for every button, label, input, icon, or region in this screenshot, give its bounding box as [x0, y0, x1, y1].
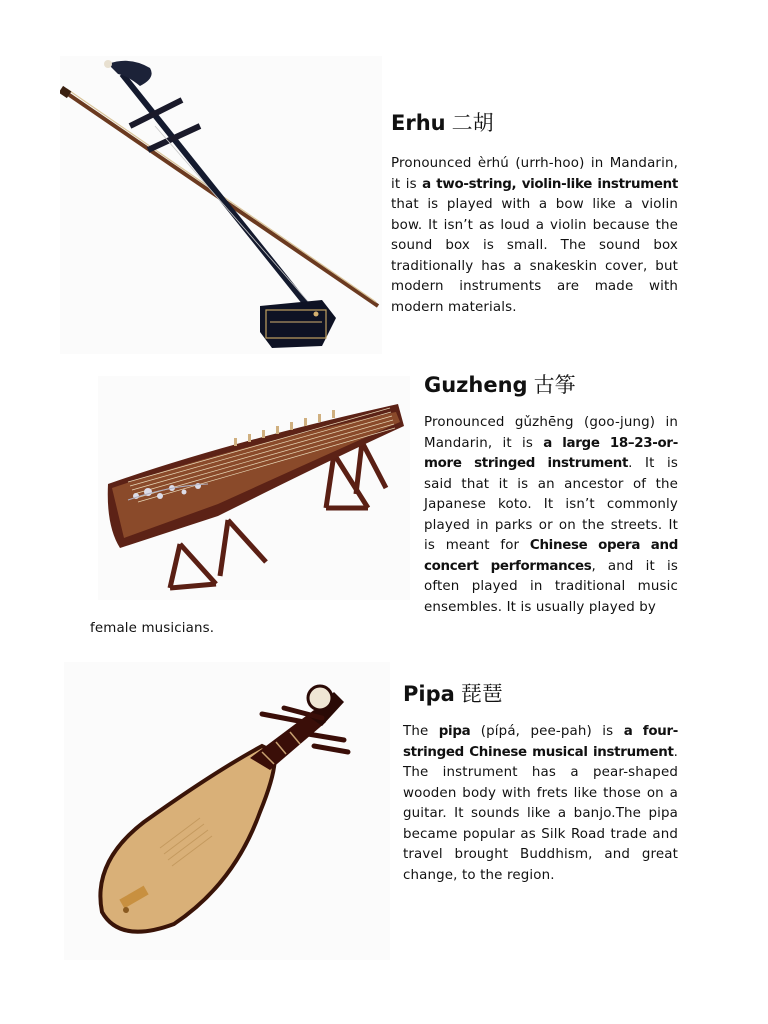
erhu-title: Erhu 二胡 — [391, 111, 494, 135]
pipa-title-cjk: 琵琶 — [460, 682, 503, 706]
guzheng-description: Pronounced gǔzhēng (goo-jung) in Mandarin, it is a large 18–23-or-more stringed instrument. It is said that it is an ancestor of the Japanese koto. It isn’t commonly played in parks or on the streets. It is meant for Chinese opera and concert performances, and it is often played in traditional music ensembles. It is usually played by — [424, 415, 678, 615]
erhu-title-cjk: 二胡 — [451, 111, 494, 135]
guzheng-photo — [98, 376, 410, 600]
guzheng-description-continuation: female musicians. — [90, 621, 215, 636]
pipa-title: Pipa 琵琶 — [403, 682, 503, 706]
guzheng-title: Guzheng 古筝 — [424, 373, 576, 397]
erhu-description: Pronounced èrhú (urrh-hoo) in Mandarin, it is a two-string, violin-like instrument that is played with a bow like a violin bow. It isn’t as loud a violin because the sound box is small. The sound box traditionally has a snakeskin cover, but modern instruments are made with modern materials. — [391, 156, 678, 315]
erhu-photo — [60, 56, 382, 354]
pipa-description: The pipa (pípá, pee-pah) is a four-stringed Chinese musical instrument. The instrument has a pear-shaped wooden body with frets like those on a guitar. It sounds like a banjo.The pipa became popular as Silk Road trade and travel brought Buddhism, and great change, to the region. — [403, 724, 679, 883]
guzheng-title-cjk: 古筝 — [533, 373, 576, 397]
pipa-photo — [64, 662, 390, 960]
